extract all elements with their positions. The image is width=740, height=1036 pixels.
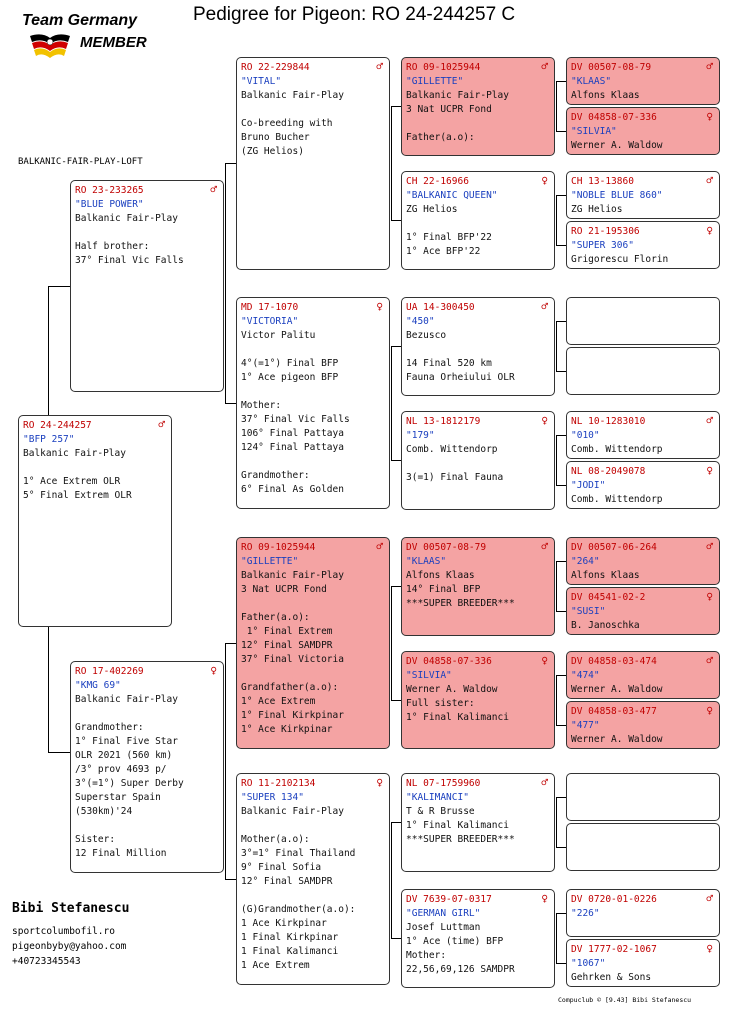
pigeon-ring-number: DV 04541-02-2: [571, 592, 646, 603]
pigeon-info-line: Mother:: [406, 950, 447, 961]
pigeon-info-line: Father(a.o):: [406, 132, 475, 143]
pigeon-name: "KMG 69": [75, 680, 121, 691]
pigeon-name: "BALKANIC QUEEN": [406, 190, 498, 201]
pigeon-info-line: 37° Final Vic Falls: [241, 414, 350, 425]
pigeon-name: "010": [571, 430, 600, 441]
female-symbol-icon: ♀: [706, 224, 713, 237]
pigeon-info-line: ***SUPER BREEDER***: [406, 598, 515, 609]
connector-line: [556, 321, 557, 371]
pigeon-info-line: 22,56,69,126 SAMDPR: [406, 964, 515, 975]
pigeon-info-line: 14 Final 520 km: [406, 358, 492, 369]
pigeon-info-line: 12 Final Million: [75, 848, 167, 859]
connector-line: [391, 586, 401, 587]
pigeon-info-line: 5° Final Extrem OLR: [23, 490, 132, 501]
female-symbol-icon: ♀: [706, 110, 713, 123]
female-symbol-icon: ♀: [541, 414, 548, 427]
connector-line: [391, 460, 401, 461]
pigeon-info-line: 3°(=1°) Super Derby: [75, 778, 184, 789]
male-symbol-icon: ♂: [706, 892, 713, 905]
pigeon-card-g12[interactable]: [566, 701, 720, 749]
connector-line: [556, 963, 566, 964]
female-symbol-icon: ♀: [706, 704, 713, 717]
pigeon-ring-number: DV 04858-07-336: [406, 656, 492, 667]
pigeon-card-g4[interactable]: [566, 221, 720, 269]
connector-line: [556, 797, 566, 798]
owner-name: Bibi Stefanescu: [12, 901, 130, 916]
pigeon-name: "BLUE POWER": [75, 199, 144, 210]
connector-line: [556, 725, 566, 726]
pigeon-info-line: [241, 103, 385, 117]
connector-line: [225, 643, 226, 879]
female-symbol-icon: ♀: [210, 664, 217, 677]
pigeon-ring-number: DV 0720-01-0226: [571, 894, 657, 905]
connector-line: [391, 938, 401, 939]
pigeon-ring-number: UA 14-300450: [406, 302, 475, 313]
pigeon-info-line: [241, 889, 385, 903]
pigeon-ring-number: DV 7639-07-0317: [406, 894, 492, 905]
male-symbol-icon: ♂: [541, 300, 548, 313]
pigeon-info-line: 14° Final BFP: [406, 584, 481, 595]
pigeon-info-line: [406, 457, 550, 471]
pigeon-ring-number: DV 00507-08-79: [571, 62, 652, 73]
connector-line: [391, 106, 401, 107]
pigeon-card-g9[interactable]: [566, 537, 720, 585]
pigeon-name: "SILVIA": [406, 670, 452, 681]
pigeon-card-ffm[interactable]: [401, 171, 555, 270]
pigeon-info-line: Bruno Bucher: [241, 132, 310, 143]
pigeon-ring-number: CH 22-16966: [406, 176, 469, 187]
pigeon-info-line: 1° Final Kalimanci: [406, 712, 509, 723]
pigeon-info-line: [75, 707, 219, 721]
pigeon-ring-number: RO 21-195306: [571, 226, 640, 237]
pigeon-name: "477": [571, 720, 600, 731]
male-symbol-icon: ♂: [706, 174, 713, 187]
footer-credit: Compuclub © [9.43] Bibi Stefanescu: [558, 996, 692, 1004]
female-symbol-icon: ♀: [706, 942, 713, 955]
connector-line: [556, 371, 566, 372]
pigeon-info-line: 1° Final Kalimanci: [406, 820, 509, 831]
pigeon-name: "BFP 257": [23, 434, 75, 445]
connector-line: [556, 195, 557, 245]
pigeon-info-line: Co-breeding with: [241, 118, 333, 129]
connector-line: [556, 561, 566, 562]
pigeon-info-line: Balkanic Fair-Play: [23, 448, 126, 459]
pigeon-info-line: ZG Helios: [406, 204, 458, 215]
pigeon-ring-number: DV 04858-07-336: [571, 112, 657, 123]
pigeon-info-line: (530km)'24: [75, 806, 133, 817]
pigeon-card-g16[interactable]: [566, 939, 720, 987]
pigeon-info-line: 3°=1° Final Thailand: [241, 848, 356, 859]
pigeon-info-line: 1 Final Kalimanci: [241, 946, 339, 957]
loft-name: BALKANIC-FAIR-PLAY-LOFT: [18, 157, 143, 167]
pigeon-info-line: 1° Final Five Star: [75, 736, 178, 747]
pigeon-info-line: Werner A. Waldow: [571, 734, 663, 745]
connector-line: [391, 822, 392, 938]
connector-line: [556, 913, 557, 963]
owner-block: [12, 901, 212, 969]
pigeon-name: "226": [571, 908, 600, 919]
pigeon-info-line: ZG Helios: [571, 204, 623, 215]
pigeon-name: "GERMAN GIRL": [406, 908, 481, 919]
connector-line: [556, 245, 566, 246]
connector-line: [391, 586, 392, 700]
pigeon-card-mfm[interactable]: [401, 651, 555, 749]
connector-line: [48, 286, 70, 287]
pigeon-ring-number: NL 07-1759960: [406, 778, 481, 789]
pigeon-ring-number: DV 04858-03-477: [571, 706, 657, 717]
pigeon-name: "GILLETTE": [406, 76, 464, 87]
pigeon-name: "SUSI": [571, 606, 606, 617]
pigeon-info-line: OLR 2021 (560 km): [75, 750, 173, 761]
male-symbol-icon: ♂: [541, 776, 548, 789]
pigeon-info-line: [241, 385, 385, 399]
pigeon-ring-number: NL 10-1283010: [571, 416, 646, 427]
pigeon-name: "179": [406, 430, 435, 441]
connector-line: [556, 321, 566, 322]
female-symbol-icon: ♀: [706, 590, 713, 603]
male-symbol-icon: ♂: [158, 418, 165, 431]
connector-line: [391, 346, 392, 460]
pigeon-ring-number: RO 09-1025944: [406, 62, 481, 73]
pigeon-ring-number: MD 17-1070: [241, 302, 299, 313]
pigeon-card-g5[interactable]: [566, 297, 720, 345]
male-symbol-icon: ♂: [376, 540, 383, 553]
pigeon-info-line: B. Janoschka: [571, 620, 640, 631]
pigeon-info-line: Werner A. Waldow: [571, 140, 663, 151]
pigeon-name: "KALIMANCI": [406, 792, 469, 803]
connector-line: [225, 163, 236, 164]
connector-line: [391, 106, 392, 220]
male-symbol-icon: ♂: [706, 60, 713, 73]
connector-line: [391, 700, 401, 701]
pigeon-card-mmm[interactable]: [401, 889, 555, 988]
pigeon-ring-number: RO 23-233265: [75, 185, 144, 196]
connector-line: [556, 611, 566, 612]
pigeon-info-line: [241, 667, 385, 681]
pigeon-info-line: [241, 597, 385, 611]
pigeon-info-line: Alfons Klaas: [571, 570, 640, 581]
pigeon-info-line: 1° Ace Extrem: [241, 696, 316, 707]
pigeon-info-line: /3° prov 4693 p/: [75, 764, 167, 775]
pigeon-card-fmm[interactable]: [401, 411, 555, 510]
pigeon-name: "JODI": [571, 480, 606, 491]
page-title: Pedigree for Pigeon: RO 24-244257 C: [193, 4, 516, 25]
pigeon-ring-number: DV 04858-03-474: [571, 656, 657, 667]
pigeon-info-line: Balkanic Fair-Play: [241, 90, 344, 101]
pigeon-info-line: 1° Ace pigeon BFP: [241, 372, 339, 383]
pigeon-card-g6[interactable]: [566, 347, 720, 395]
pigeon-card-g10[interactable]: [566, 587, 720, 635]
pigeon-info-line: 3 Nat UCPR Fond: [241, 584, 327, 595]
connector-line: [556, 81, 566, 82]
pigeon-info-line: [406, 117, 550, 131]
pigeon-info-line: Balkanic Fair-Play: [406, 90, 509, 101]
female-symbol-icon: ♀: [541, 654, 548, 667]
pigeon-info-line: Superstar Spain: [75, 792, 161, 803]
male-symbol-icon: ♂: [541, 60, 548, 73]
female-symbol-icon: ♀: [541, 174, 548, 187]
pigeon-info-line: Comb. Wittendorp: [571, 494, 663, 505]
pigeon-info-line: 1 Ace Kirkpinar: [241, 918, 327, 929]
pigeon-info-line: 9° Final Sofia: [241, 862, 322, 873]
pigeon-info-line: Victor Palitu: [241, 330, 316, 341]
german-flag-eagle-icon: [28, 32, 72, 62]
pigeon-name: "1067": [571, 958, 606, 969]
connector-line: [391, 346, 401, 347]
pigeon-info-line: Balkanic Fair-Play: [75, 694, 178, 705]
pigeon-ring-number: NL 08-2049078: [571, 466, 646, 477]
pigeon-name: "450": [406, 316, 435, 327]
pigeon-card-mff[interactable]: [401, 537, 555, 636]
pigeon-info-line: Gehrken & Sons: [571, 972, 652, 983]
pigeon-card-g1[interactable]: [566, 57, 720, 105]
pigeon-info-line: Grandmother:: [241, 470, 310, 481]
pigeon-info-line: 1° Ace (time) BFP: [406, 936, 504, 947]
pigeon-info-line: 1° Final Extrem: [241, 626, 333, 637]
owner-website: sportcolumbofil.ro: [12, 926, 115, 937]
pigeon-info-line: Fauna Orheiului OLR: [406, 372, 515, 383]
connector-line: [556, 81, 557, 131]
pigeon-name: "GILLETTE": [241, 556, 299, 567]
pigeon-info-line: Werner A. Waldow: [571, 684, 663, 695]
pigeon-info-line: 1° Final Kirkpinar: [241, 710, 344, 721]
pigeon-name: "474": [571, 670, 600, 681]
pigeon-name: "VITAL": [241, 76, 282, 87]
female-symbol-icon: ♀: [376, 300, 383, 313]
team-logo-text-line1: Team Germany: [22, 12, 138, 29]
pigeon-card-mother[interactable]: [70, 661, 224, 873]
pigeon-info-line: 1° Ace Kirkpinar: [241, 724, 333, 735]
pigeon-ring-number: RO 17-402269: [75, 666, 144, 677]
pigeon-ring-number: RO 24-244257: [23, 420, 92, 431]
pigeon-info-line: Josef Luttman: [406, 922, 481, 933]
pigeon-card-g11[interactable]: [566, 651, 720, 699]
pigeon-ring-number: RO 22-229844: [241, 62, 310, 73]
pigeon-info-line: 6° Final As Golden: [241, 484, 344, 495]
pigeon-card-ff[interactable]: [236, 57, 390, 270]
female-symbol-icon: ♀: [541, 892, 548, 905]
pigeon-name: "NOBLE BLUE 860": [571, 190, 663, 201]
connector-line: [556, 913, 566, 914]
pigeon-info-line: Alfons Klaas: [406, 570, 475, 581]
pigeon-info-line: (ZG Helios): [241, 146, 304, 157]
pigeon-card-mf[interactable]: [236, 537, 390, 749]
owner-email: pigeonbyby@yahoo.com: [12, 941, 127, 952]
pigeon-info-line: 3 Nat UCPR Fond: [406, 104, 492, 115]
pigeon-name: "264": [571, 556, 600, 567]
pigeon-info-line: T & R Brusse: [406, 806, 475, 817]
pigeon-card-subject[interactable]: [18, 415, 172, 627]
pigeon-card-g2[interactable]: [566, 107, 720, 155]
connector-line: [556, 847, 566, 848]
connector-line: [556, 485, 566, 486]
pigeon-ring-number: NL 13-1812179: [406, 416, 481, 427]
pigeon-info-line: [75, 819, 219, 833]
pigeon-name: "KLAAS": [406, 556, 447, 567]
connector-line: [556, 435, 566, 436]
pigeon-info-line: Half brother:: [75, 241, 150, 252]
pigeon-card-g7[interactable]: [566, 411, 720, 459]
connector-line: [391, 822, 401, 823]
pigeon-ring-number: RO 11-2102134: [241, 778, 316, 789]
pigeon-info-line: 1° Final BFP'22: [406, 232, 492, 243]
pigeon-info-line: Mother(a.o):: [241, 834, 310, 845]
pigeon-card-mmf[interactable]: [401, 773, 555, 872]
pigeon-card-fff[interactable]: [401, 57, 555, 156]
team-logo-text-line2: MEMBER: [80, 34, 147, 51]
connector-line: [556, 131, 566, 132]
pigeon-ring-number: DV 00507-06-264: [571, 542, 657, 553]
pigeon-info-line: Balkanic Fair-Play: [75, 213, 178, 224]
pigeon-info-line: Grigorescu Florin: [571, 254, 669, 265]
pigeon-card-g3[interactable]: [566, 171, 720, 219]
male-symbol-icon: ♂: [541, 540, 548, 553]
male-symbol-icon: ♂: [706, 414, 713, 427]
pigeon-info-line: [406, 217, 550, 231]
pigeon-info-line: Comb. Wittendorp: [406, 444, 498, 455]
pigeon-ring-number: CH 13-13860: [571, 176, 634, 187]
pigeon-info-line: Sister:: [75, 834, 116, 845]
male-symbol-icon: ♂: [706, 540, 713, 553]
connector-line: [225, 163, 226, 403]
pigeon-info-line: 4°(=1°) Final BFP: [241, 358, 339, 369]
pigeon-info-line: ***SUPER BREEDER***: [406, 834, 515, 845]
pigeon-ring-number: DV 1777-02-1067: [571, 944, 657, 955]
owner-phone: +40723345543: [12, 956, 81, 967]
pigeon-card-father[interactable]: [70, 180, 224, 392]
pigeon-info-line: 1 Ace Extrem: [241, 960, 310, 971]
pigeon-name: "SILVIA": [571, 126, 617, 137]
connector-line: [556, 675, 566, 676]
pigeon-info-line: [241, 455, 385, 469]
connector-line: [225, 403, 236, 404]
connector-line: [556, 561, 557, 611]
pigeon-info-line: 1° Ace Extrem OLR: [23, 476, 121, 487]
pigeon-card-g8[interactable]: [566, 461, 720, 509]
pigeon-card-fm[interactable]: [236, 297, 390, 509]
pigeon-info-line: Bezusco: [406, 330, 447, 341]
pigeon-info-line: [241, 819, 385, 833]
pigeon-name: "VICTORIA": [241, 316, 299, 327]
connector-line: [48, 752, 70, 753]
connector-line: [225, 879, 236, 880]
female-symbol-icon: ♀: [376, 776, 383, 789]
pigeon-info-line: (G)Grandmother(a.o):: [241, 904, 356, 915]
pigeon-info-line: 12° Final SAMDPR: [241, 640, 333, 651]
pigeon-card-fmf[interactable]: [401, 297, 555, 396]
pigeon-info-line: 1 Final Kirkpinar: [241, 932, 339, 943]
pigeon-name: "SUPER 134": [241, 792, 304, 803]
pigeon-info-line: Grandmother:: [75, 722, 144, 733]
pigeon-name: "SUPER 306": [571, 240, 634, 251]
pigeon-info-line: 37° Final Vic Falls: [75, 255, 184, 266]
connector-line: [556, 195, 566, 196]
pigeon-info-line: Comb. Wittendorp: [571, 444, 663, 455]
pigeon-info-line: 37° Final Victoria: [241, 654, 344, 665]
pigeon-info-line: Alfons Klaas: [571, 90, 640, 101]
pigeon-info-line: [23, 461, 167, 475]
male-symbol-icon: ♂: [376, 60, 383, 73]
female-symbol-icon: ♀: [706, 464, 713, 477]
pigeon-info-line: [75, 226, 219, 240]
pigeon-card-g14[interactable]: [566, 823, 720, 871]
pigeon-info-line: 3(=1) Final Fauna: [406, 472, 504, 483]
pigeon-info-line: Grandfather(a.o):: [241, 682, 339, 693]
pigeon-info-line: Full sister:: [406, 698, 475, 709]
male-symbol-icon: ♂: [210, 183, 217, 196]
pigeon-card-g15[interactable]: [566, 889, 720, 937]
connector-line: [556, 435, 557, 485]
team-germany-logo: [14, 12, 174, 60]
pigeon-info-line: Balkanic Fair-Play: [241, 570, 344, 581]
pigeon-ring-number: RO 09-1025944: [241, 542, 316, 553]
pigeon-info-line: 12° Final SAMDPR: [241, 876, 333, 887]
pigeon-info-line: [406, 343, 550, 357]
pigeon-info-line: 124° Final Pattaya: [241, 442, 344, 453]
pigeon-info-line: Father(a.o):: [241, 612, 310, 623]
pigeon-info-line: Mother:: [241, 400, 282, 411]
connector-line: [225, 643, 236, 644]
pigeon-info-line: 106° Final Pattaya: [241, 428, 344, 439]
pigeon-card-g13[interactable]: [566, 773, 720, 821]
pigeon-info-line: 1° Ace BFP'22: [406, 246, 481, 257]
connector-line: [391, 220, 401, 221]
pigeon-info-line: [241, 343, 385, 357]
pigeon-info-line: Werner A. Waldow: [406, 684, 498, 695]
pigeon-card-mm[interactable]: [236, 773, 390, 985]
connector-line: [556, 675, 557, 725]
male-symbol-icon: ♂: [706, 654, 713, 667]
connector-line: [556, 797, 557, 847]
pigeon-name: "KLAAS": [571, 76, 612, 87]
pigeon-info-line: Balkanic Fair-Play: [241, 806, 344, 817]
pigeon-ring-number: DV 00507-08-79: [406, 542, 487, 553]
